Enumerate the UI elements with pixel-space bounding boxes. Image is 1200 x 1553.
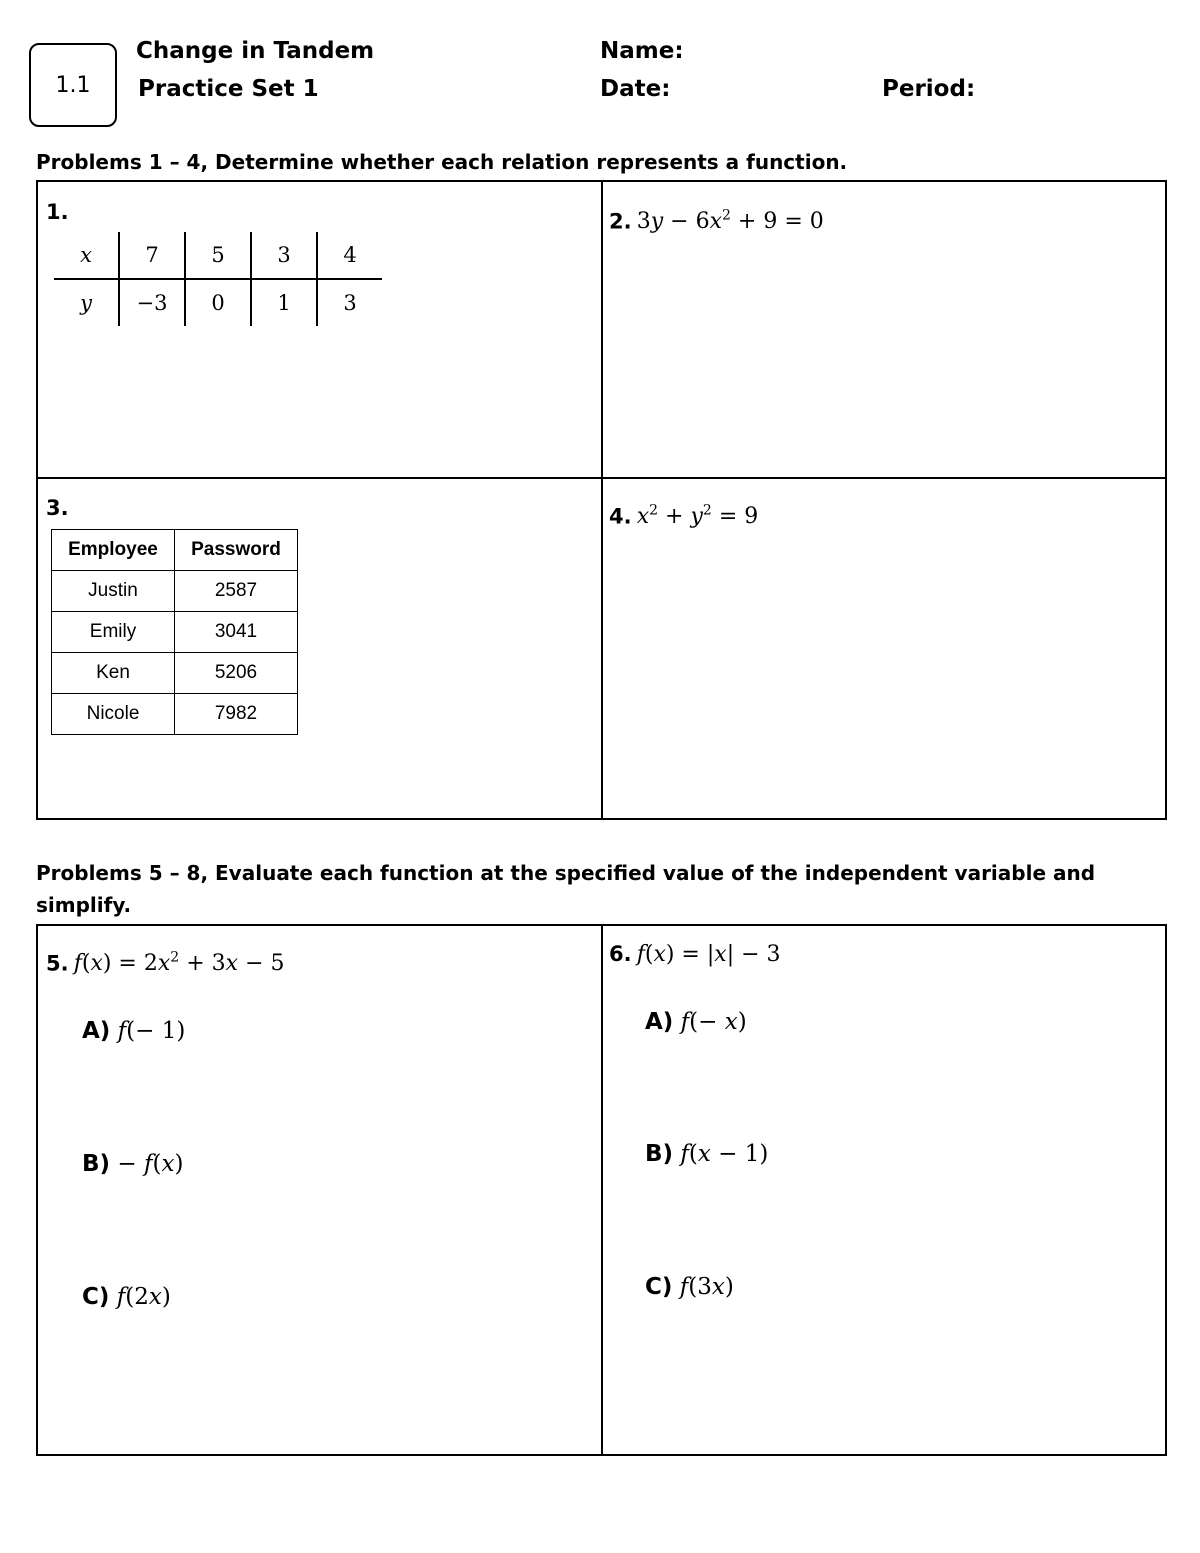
problem-6-label: 6.: [609, 942, 632, 966]
table-row: [52, 571, 298, 612]
problem-5-part-b: B) − f(x): [82, 1151, 184, 1177]
problem-3: [46, 496, 69, 520]
problem-1-xy-table: [54, 232, 382, 326]
problem-5-label: 5.: [46, 951, 69, 976]
y-value: 3: [317, 279, 382, 326]
lesson-number-box: [29, 43, 117, 127]
problem-4-equation: $x^2 + y^2 = 9$: [636, 503, 759, 530]
date-label: Date:: [600, 76, 671, 102]
x-value: 3: [251, 232, 317, 279]
problem-2: [609, 208, 824, 234]
password-cell: 2587: [175, 571, 298, 612]
problem-6-part-a: A) f(− x): [645, 1009, 747, 1035]
problem-3-label: 3.: [46, 496, 69, 520]
problem-5-part-c: C) f(2x): [82, 1284, 171, 1310]
y-value: −3: [119, 279, 185, 326]
x-value: 7: [119, 232, 185, 279]
problem-5-function: $f(x) = 2x^2 + 3x - 5$: [73, 950, 285, 977]
problem-5: [46, 950, 285, 976]
problem-1: [46, 200, 69, 224]
column-header-employee: Employee: [52, 530, 175, 571]
problem-1-label: 1.: [46, 200, 69, 224]
problem-2-equation: $3y - 6x^2 + 9 = 0$: [636, 208, 824, 235]
problems-5-6-grid: [36, 924, 1167, 1456]
table-row: [52, 694, 298, 735]
problems-1-4-grid: [36, 180, 1167, 820]
problem-6: [609, 942, 781, 967]
problem-6-part-c: C) f(3x): [645, 1274, 734, 1300]
password-cell: 5206: [175, 653, 298, 694]
part-a-label: A): [645, 1009, 674, 1035]
problem-5-part-a: A) f(− 1): [82, 1018, 186, 1044]
problem-4-label: 4.: [609, 504, 632, 529]
period-label: Period:: [882, 76, 976, 102]
y-row-head: y: [80, 291, 92, 315]
y-value: 0: [185, 279, 251, 326]
part-c-label: C): [645, 1274, 673, 1300]
employee-cell: Ken: [52, 653, 175, 694]
x-value: 5: [185, 232, 251, 279]
lesson-number: 1.1: [55, 72, 91, 98]
problem-6-part-b: B) f(x − 1): [645, 1141, 769, 1167]
employee-cell: Nicole: [52, 694, 175, 735]
employee-password-table: [51, 529, 298, 735]
worksheet-subtitle: Practice Set 1: [138, 76, 319, 102]
section2-instructions-line1: Problems 5 – 8, Evaluate each function at the specified value of the independent variable and: [36, 861, 1096, 885]
name-label: Name:: [600, 38, 684, 64]
problem-2-label: 2.: [609, 209, 632, 234]
password-cell: 3041: [175, 612, 298, 653]
grid-divider-vertical: [601, 182, 603, 818]
table-row: [52, 653, 298, 694]
section2-instructions-line2: simplify.: [36, 893, 132, 917]
x-value: 4: [317, 232, 382, 279]
employee-cell: Emily: [52, 612, 175, 653]
problem-6-function: f(x) = |x| − 3: [636, 942, 781, 967]
table-header-row: [52, 530, 298, 571]
part-c-label: C): [82, 1284, 110, 1310]
part-b-label: B): [82, 1151, 111, 1177]
x-row: [54, 232, 382, 279]
table-row: [52, 612, 298, 653]
password-cell: 7982: [175, 694, 298, 735]
problem-4: [609, 503, 758, 529]
y-row: [54, 279, 382, 326]
grid-divider-vertical: [601, 926, 603, 1454]
part-b-label: B): [645, 1141, 674, 1167]
y-value: 1: [251, 279, 317, 326]
employee-cell: Justin: [52, 571, 175, 612]
x-row-head: x: [54, 232, 119, 279]
worksheet-title: Change in Tandem: [136, 38, 375, 64]
part-a-label: A): [82, 1018, 111, 1044]
column-header-password: Password: [175, 530, 298, 571]
grid-divider-horizontal: [38, 477, 1165, 479]
section1-instructions: Problems 1 – 4, Determine whether each relation represents a function.: [36, 150, 848, 174]
